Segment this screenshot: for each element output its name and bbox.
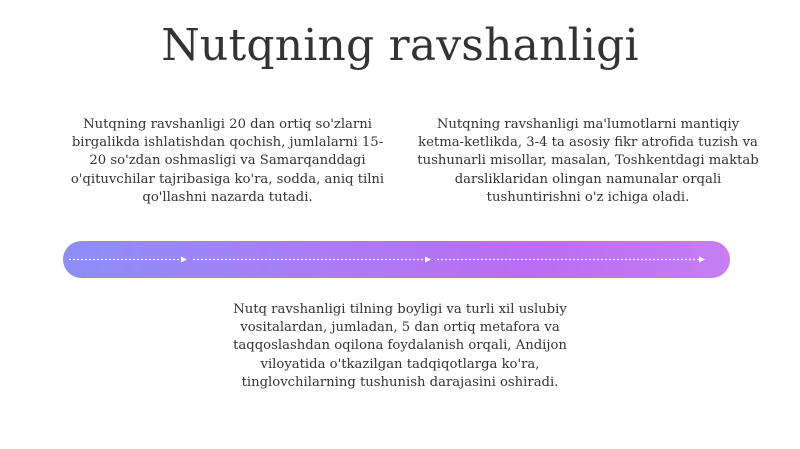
timeline-arrow-icon-3: [699, 257, 705, 263]
text-block-bottom: Nutq ravshanligi tilning boyligi va turli xil uslubiy vositalardan, jumladan, 5 dan ortiq metafora va taqqoslashdan oqilona foydalanish orqali, Andijon viloyatida o'tkazilgan tadqiqotlarga ko'ra, tinglovchilarning tushunish darajasini oshiradi.: [233, 302, 567, 390]
text-block-left: Nutqning ravshanligi 20 dan ortiq so'zlarni birgalikda ishlatishdan qochish, jumlalarni 15-20 so'zdan oshmasligi va Samarqanddagi o'qituvchilar tajribasiga ko'ra, sodda, aniq tilni qo'llashni nazarda tutadi.: [70, 117, 385, 205]
timeline-arrow-icon-1: [181, 257, 187, 263]
text-block-right: Nutqning ravshanligi ma'lumotlarni mantiqiy ketma-ketlikda, 3-4 ta asosiy fikr atrofida tuzish va tushunarli misollar, masalan, Toshkentdagi maktab darsliklaridan olingan namunalar orqali tushuntirishni o'z ichiga oladi.: [417, 117, 759, 205]
timeline-arrows: [63, 241, 730, 278]
timeline-arrow-icon-2: [425, 257, 431, 263]
slide-title: Nutqning ravshanligi: [161, 20, 639, 71]
